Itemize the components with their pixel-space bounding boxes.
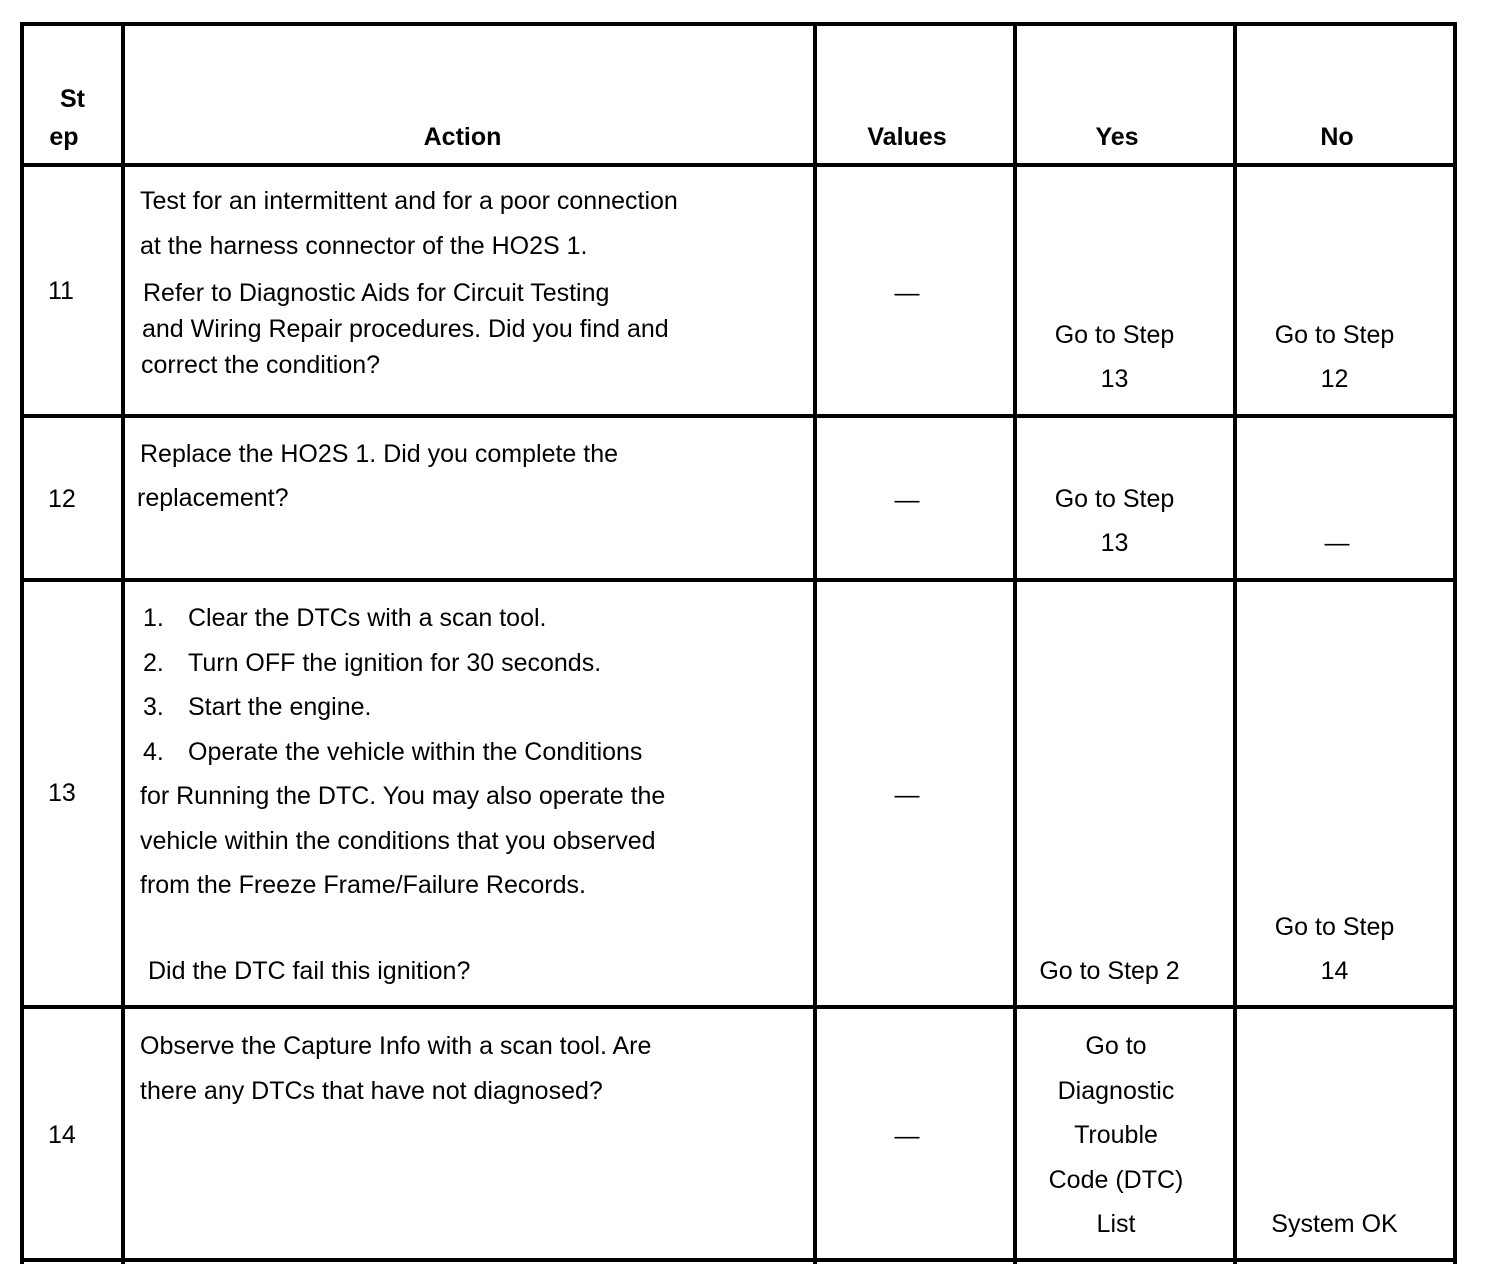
action-line: Observe the Capture Info with a scan tool. Are [140, 1032, 652, 1060]
no-cell: Go to Step [1274, 913, 1395, 941]
header-step-line1: St [60, 85, 85, 113]
list-number: 1. [143, 604, 164, 632]
row-divider-13 [20, 1005, 1457, 1009]
list-text: Turn OFF the ignition for 30 seconds. [188, 649, 602, 677]
action-line: correct the condition? [141, 351, 381, 379]
row-step: 11 [48, 277, 74, 305]
action-line: from the Freeze Frame/Failure Records. [140, 871, 586, 899]
action-line: for Running the DTC. You may also operate the [140, 782, 666, 810]
values-cell: — [894, 279, 920, 307]
list-number: 3. [143, 693, 164, 721]
table-top-border [20, 22, 1457, 26]
action-line: Test for an intermittent and for a poor connection [140, 187, 678, 215]
no-cell: 12 [1320, 365, 1349, 393]
header-action: Action [423, 123, 502, 151]
row-step: 12 [48, 485, 76, 513]
action-line: replacement? [137, 484, 289, 512]
header-divider [20, 163, 1457, 167]
row-step: 13 [48, 779, 76, 807]
action-line: and Wiring Repair procedures. Did you find and [142, 315, 669, 343]
action-line: there any DTCs that have not diagnosed? [140, 1077, 603, 1105]
table-bottom-border [20, 1258, 1457, 1262]
no-cell: Go to Step [1274, 321, 1395, 349]
header-values: Values [867, 123, 947, 151]
list-number: 2. [143, 649, 164, 677]
yes-cell: Trouble [1074, 1121, 1158, 1149]
action-line: Replace the HO2S 1. Did you complete the [140, 440, 619, 468]
header-step-line2: ep [49, 123, 79, 151]
values-cell: — [894, 781, 920, 809]
action-line: Refer to Diagnostic Aids for Circuit Testing [143, 279, 610, 307]
yes-cell: 13 [1100, 529, 1129, 557]
col-divider-yes [1233, 22, 1237, 1264]
action-line: Did the DTC fail this ignition? [148, 957, 471, 985]
list-text: Start the engine. [188, 693, 372, 721]
yes-cell: List [1096, 1210, 1136, 1238]
yes-cell: 13 [1100, 365, 1129, 393]
header-no: No [1320, 123, 1354, 151]
header-yes: Yes [1095, 123, 1139, 151]
no-cell: System OK [1271, 1210, 1398, 1238]
yes-cell: Diagnostic [1057, 1077, 1175, 1105]
col-divider-action [813, 22, 817, 1264]
action-line: vehicle within the conditions that you observed [140, 827, 656, 855]
row-divider-12 [20, 578, 1457, 582]
list-text: Operate the vehicle within the Conditions [188, 738, 643, 766]
table-right-border [1453, 22, 1457, 1264]
action-line: at the harness connector of the HO2S 1. [140, 232, 588, 260]
col-divider-step [121, 22, 125, 1264]
no-cell: — [1324, 529, 1350, 557]
table-left-border [20, 22, 24, 1264]
values-cell: — [894, 486, 920, 514]
no-cell: 14 [1320, 957, 1349, 985]
row-divider-11 [20, 414, 1457, 418]
list-number: 4. [143, 738, 164, 766]
yes-cell: Go to Step [1054, 485, 1175, 513]
list-text: Clear the DTCs with a scan tool. [188, 604, 547, 632]
yes-cell: Go to Step [1054, 321, 1175, 349]
yes-cell: Code (DTC) [1048, 1166, 1184, 1194]
values-cell: — [894, 1122, 920, 1150]
row-step: 14 [48, 1121, 76, 1149]
yes-cell: Go to [1085, 1032, 1147, 1060]
yes-cell: Go to Step 2 [1039, 957, 1180, 985]
